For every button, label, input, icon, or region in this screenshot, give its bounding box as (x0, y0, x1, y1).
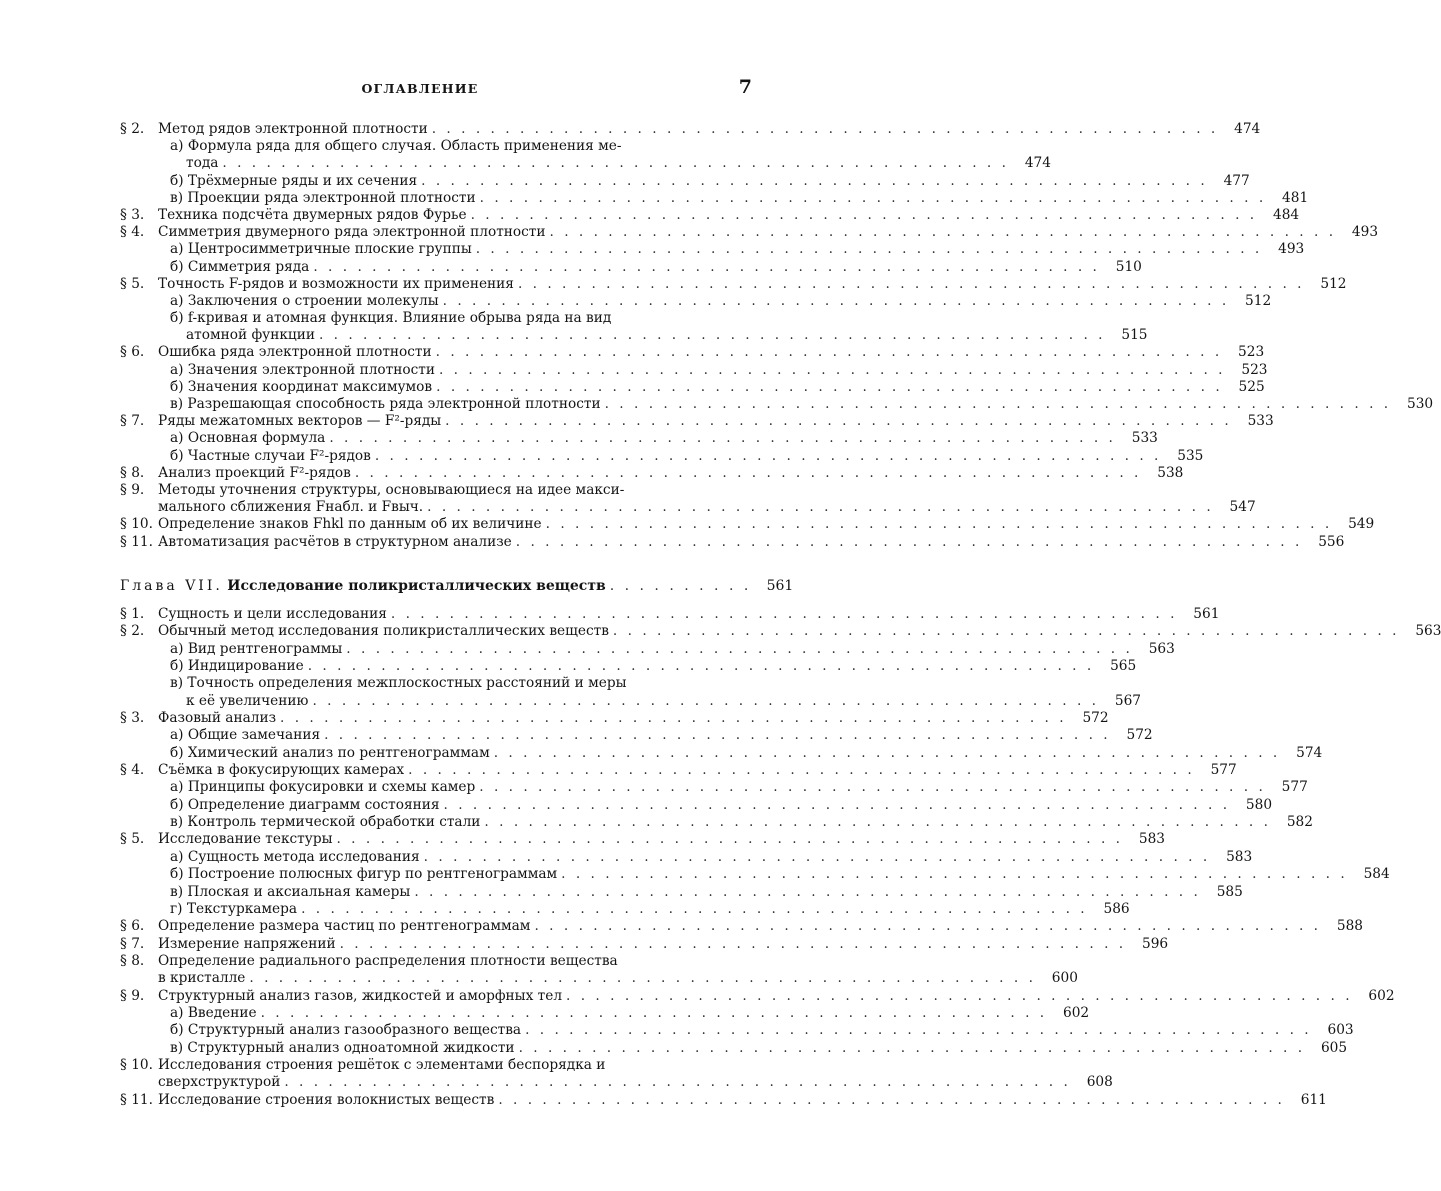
toc-entry (120, 121, 1261, 138)
section-number: § 10. (120, 516, 153, 533)
leader-dots: . . . . . . . . . . . . . . . . . . . . . . . . . . . . . . . . . . . . . . . . . . . . . . . . . . . . . . (549, 224, 1337, 241)
entry-page: 510 (1115, 258, 1142, 275)
entry-page: 533 (1247, 413, 1274, 430)
entry-page: 572 (1082, 710, 1109, 727)
toc-entry (120, 413, 1274, 430)
leader-dots: . . . . . . . . . . . . . . . . . . . . . . . . . . . . . . . . . . . . . . . . . . . . . . . . . . . . . . (445, 413, 1232, 430)
entry-title: а) Основная формула (170, 430, 326, 447)
toc-entry (120, 241, 1305, 258)
section-number: § 4. (120, 224, 145, 241)
entry-page (713, 675, 755, 692)
entry-title: Исследования строения решёток с элементами беспорядка и (158, 1056, 606, 1073)
entry-title: Обычный метод исследования поликристаллических веществ (158, 623, 609, 640)
section-number: § 7. (120, 413, 145, 430)
leader-dots: . . . . . . . . . . . . . . . . . . . . . . . . . . . . . . . . . . . . . . . . . . . . . . . . . . . . . . (515, 533, 1303, 550)
entry-title: Определение знаков Fhkl по данным об их величине (158, 516, 542, 533)
entry-title: б) Частные случаи F²-рядов (170, 447, 371, 464)
toc-entry (120, 1057, 755, 1074)
entry-page: 533 (1131, 430, 1158, 447)
entry-title: атомной функции (186, 327, 315, 344)
leader-dots: . . . . . . . . . . . . . . . . . . . . . . . . . . . . . . . . . . . . . . . . . . . . . . . . . . . . . . (318, 327, 1106, 344)
toc-entry (120, 310, 755, 327)
entry-title: а) Введение (170, 1004, 257, 1021)
entry-page: 563 (1415, 623, 1441, 640)
toc-entry (120, 224, 1379, 241)
entry-title: в) Проекции ряда электронной плотности (170, 189, 476, 206)
entry-page: 523 (1238, 344, 1265, 361)
entry-page: 603 (1327, 1022, 1354, 1039)
running-title: ОГЛАВЛЕНИЕ (361, 81, 479, 96)
toc-entry (120, 172, 1250, 190)
entry-title: а) Центросимметричные плоские группы (170, 241, 472, 258)
entry-title: Исследование текстуры (158, 831, 333, 848)
toc-entry (120, 516, 1375, 533)
entry-title: Определение размера частиц по рентгенограммам (158, 918, 531, 935)
entry-page: 574 (1296, 744, 1323, 761)
entry-title: Ошибка ряда электронной плотности (158, 344, 432, 361)
leader-dots: . . . . . . . . . . . . . . . . . . . . . . . . . . . . . . . . . . . . . . . . . . . . . . . . . . . . . . (566, 987, 1353, 1004)
entry-title: а) Принципы фокусировки и схемы камер (170, 779, 476, 796)
leader-dots: . . . . . . . . . . . . . . . . . . . . . . . . . . . . . . . . . . . . . . . . . . . . . . . . . . . . . . (431, 121, 1219, 137)
entry-title: в) Контроль термической обработки стали (170, 814, 481, 831)
entry-title: г) Текстуркамера (170, 900, 298, 917)
entry-page: 493 (1351, 224, 1379, 241)
entry-page: 611 (1300, 1091, 1327, 1108)
toc-entry (120, 796, 1273, 814)
leader-dots: . . . . . . . . . . . . . . . . . . . . . . . . . . . . . . . . . . . . . . . . . . . . . . . . . . . . . . (222, 155, 1009, 172)
toc-entry (120, 918, 1364, 935)
entry-page: 474 (1234, 121, 1261, 137)
entry-page: 561 (1193, 606, 1220, 622)
entry-page (713, 310, 755, 327)
leader-dots: . . . . . . . . . . . . . . . . . . . . . . . . . . . . . . . . . . . . . . . . . . . . . . . . . . . . . . (313, 258, 1100, 275)
entry-title: б) f-кривая и атомная функция. Влияние обрыва ряда на вид (170, 310, 612, 327)
entry-title: Симметрия двумерного ряда электронной плотности (158, 224, 546, 241)
entry-page: 565 (1110, 658, 1137, 675)
leader-dots: . . . . . . . . . . . . . . . . . . . . . . . . . . . . . . . . . . . . . . . . . . . . . . . . . . . . . . (436, 378, 1223, 395)
toc-entry (120, 189, 1309, 207)
leader-dots: . . . . . . . . . . . . . . . . . . . . . . . . . . . . . . . . . . . . . . . . . . . . . . . . . . . . . . (260, 1004, 1048, 1021)
entry-title: тода (186, 155, 219, 172)
entry-page: 547 (1229, 499, 1256, 516)
toc-entry (120, 900, 1130, 918)
chapter-label: Глава VII. (120, 578, 223, 594)
toc-entry (120, 206, 1300, 224)
toc-entry (120, 344, 1265, 361)
leader-dots: . . . . . . . . . . . . . . . . . . . . . . . . . . . . . . . . . . . . . . . . . . . . . . . . . . . . . . (545, 516, 1333, 533)
entry-title: Метод рядов электронной плотности (158, 121, 428, 137)
toc-entry (120, 138, 755, 155)
section-number: § 4. (120, 762, 145, 779)
entry-title: Исследование строения волокнистых веществ (158, 1091, 495, 1108)
toc-entry (120, 779, 1308, 796)
entry-title: а) Вид рентгенограммы (170, 640, 343, 657)
entry-title: Ряды межатомных векторов — F²-ряды (158, 413, 442, 430)
section-number: § 3. (120, 206, 145, 223)
leader-dots: . . . . . . . . . . . . . . . . . . . . . . . . . . . . . . . . . . . . . . . . . . . . . . . . . . . . . . (498, 1091, 1285, 1108)
entry-page: 583 (1138, 831, 1166, 848)
entry-title: Сущность и цели исследования (158, 606, 387, 622)
entry-page: 477 (1223, 172, 1250, 189)
entry-page: 585 (1216, 883, 1243, 900)
entry-title: сверхструктурой (158, 1074, 281, 1091)
entry-page: 572 (1126, 727, 1153, 744)
entry-title: б) Структурный анализ газообразного вещества (170, 1022, 522, 1039)
entry-title: б) Трёхмерные ряды и их сечения (170, 172, 418, 189)
entry-title: в) Структурный анализ одноатомной жидкости (170, 1039, 515, 1056)
leader-dots: . . . . . . . . . . . . . . . . . . . . . . . . . . . . . . . . . . . . . . . . . . . . . . . . . . . . . . (354, 464, 1142, 481)
section-number: § 6. (120, 918, 145, 935)
entry-page: 584 (1363, 866, 1390, 883)
toc-entry (120, 430, 1158, 447)
toc-entry (120, 361, 1268, 379)
section-number: § 5. (120, 831, 145, 848)
entry-title: Автоматизация расчётов в структурном анализе (158, 533, 512, 550)
toc-entry (120, 482, 755, 499)
section-number: § 3. (120, 710, 145, 727)
entry-page: 582 (1286, 814, 1313, 831)
toc-entry (120, 292, 1272, 310)
toc-entry (120, 1074, 1113, 1091)
toc-entry (120, 935, 1169, 953)
chapter-page: 561 (766, 578, 794, 594)
leader-dots: . . . . . . . . . . . . . . . . . . . . . . . . . . . . . . . . . . . . . . . . . . . . . . . . . . . . . . (470, 206, 1258, 223)
leader-dots: . . . . . . . . . . . . . . . . . . . . . . . . . . . . . . . . . . . . . . . . . . . . . . . . . . . . . . (475, 241, 1263, 258)
entry-page: 493 (1278, 241, 1305, 258)
entry-page: 512 (1245, 292, 1272, 309)
leader-dots: . . . . . . . . . . . . . . . . . . . . . . . . . . . . . . . . . . . . . . . . . . . . . . . . . . . . . . (612, 623, 1400, 640)
entry-title: а) Формула ряда для общего случая. Область применения ме- (170, 138, 622, 155)
section-number: § 9. (120, 987, 145, 1004)
entry-page: 577 (1210, 762, 1237, 779)
toc-entry (120, 1004, 1090, 1022)
entry-page (713, 1057, 755, 1074)
entry-page: 602 (1063, 1004, 1090, 1021)
entry-page: 588 (1336, 918, 1364, 935)
entry-title: Точность F-рядов и возможности их применения (158, 275, 514, 292)
leader-dots: . . . . . . . . . . . . . . . . . . . . . . . . . . . . . . . . . . . . . . . . . . . . . . . . . . . . . . (408, 762, 1195, 779)
entry-title: Съёмка в фокусирующих камерах (158, 762, 405, 779)
entry-page: 596 (1141, 935, 1169, 952)
entry-title: а) Заключения о строении молекулы (170, 292, 439, 309)
entry-title: мального сближения Fнабл. и Fвыч. (158, 499, 424, 516)
entry-title: Техника подсчёта двумерных рядов Фурье (158, 206, 467, 223)
leader-dots: . . . . . . . . . . . . . . . . . . . . . . . . . . . . . . . . . . . . . . . . . . . . . . . . . . . . . . (604, 396, 1392, 412)
toc-entry (120, 396, 1434, 413)
chapter-heading (120, 578, 794, 596)
entry-page: 523 (1241, 361, 1268, 378)
toc-entry (120, 155, 1051, 172)
toc-entry (120, 831, 1166, 848)
toc-entry (120, 814, 1313, 831)
entry-page: 583 (1226, 848, 1253, 865)
entry-title: Измерение напряжений (158, 935, 336, 952)
toc-entry (120, 1039, 1348, 1057)
leader-dots: . . . . . . . . . . . . . . . . . . . . . . . . . . . . . . . . . . . . . . . . . . . . . . . . . . . . . . (493, 744, 1281, 761)
entry-page: 567 (1114, 692, 1141, 709)
toc-entry (120, 762, 1237, 779)
leader-dots: . . . . . . . . . . . . . . . . . . . . . . . . . . . . . . . . . . . . . . . . . . . . . . . . . . . . . . (435, 344, 1223, 361)
entry-page: 563 (1148, 640, 1175, 657)
leader-dots: . . . . . . . . . . . . . . . . . . . . . . . . . . . . . . . . . . . . . . . . . . . . . . . . . . . . . . (517, 275, 1305, 292)
entry-page: 605 (1320, 1039, 1348, 1056)
entry-title: Фазовый анализ (158, 710, 277, 727)
entry-page: 602 (1368, 987, 1395, 1004)
entry-page (713, 482, 755, 499)
leader-dots: . . . . . . . . . . . . . . . . . . . . . . . . . . . . . . . . . . . . . . . . . . . . . . . . . . . . . . (427, 499, 1214, 516)
toc-entry (120, 692, 1141, 710)
entry-page: 556 (1318, 533, 1345, 550)
toc-entry (120, 987, 1395, 1005)
leader-dots: . . . . . . . . . . . . . . . . . . . . . . . . . . . . . . . . . . . . . . . . . . . . . . . . . . . . . . (438, 361, 1226, 378)
leader-dots: . . . . . . . . . . . . . . . . . . . . . . . . . . . . . . . . . . . . . . . . . . . . . . . . . . . . . . (339, 935, 1127, 952)
section-number: § 8. (120, 464, 145, 481)
leader-dots: . . . . . . . . . . . . . . . . . . . . . . . . . . . . . . . . . . . . . . . . . . . . . . . . . . . . . . (374, 447, 1162, 464)
entry-page: 481 (1282, 189, 1309, 206)
entry-page: 474 (1024, 155, 1051, 172)
leader-dots: . . . . . . . . . . . . . . . . . . . . . . . . . . . . . . . . . . . . . . . . . . . . . . . . . . . . . . (442, 292, 1230, 309)
entry-title: б) Значения координат максимумов (170, 378, 433, 395)
section-number: § 11. (120, 533, 153, 550)
leader-dots: . . . . . . . . . . . . . . . . . . . . . . . . . . . . . . . . . . . . . . . . . . . . . . . . . . . . . . (534, 918, 1322, 935)
entry-page: 530 (1407, 396, 1434, 412)
leader-dots: . . . . . . . . . . . . . . . . . . . . . . . . . . . . . . . . . . . . . . . . . . . . . . . . . . . . . . (525, 1022, 1312, 1039)
toc-entry (120, 866, 1390, 883)
entry-title: а) Общие замечания (170, 727, 321, 744)
leader-dots: . . . . . . . . . . . . . . . . . . . . . . . . . . . . . . . . . . . . . . . . . . . . . . . . . . . . . . (249, 970, 1036, 987)
entry-title: Определение радиального распределения плотности вещества (158, 952, 618, 969)
entry-page: 515 (1121, 327, 1148, 344)
toc-entry (120, 327, 1148, 344)
toc-entry (120, 710, 1109, 727)
entry-title: в) Разрешающая способность ряда электронной плотности (170, 396, 601, 412)
toc-entry (120, 658, 1137, 675)
leader-dots: . . . . . . . . . . . . . . . . . . . . . . . . . . . . . . . . . . . . . . . . . . . . . . . . . . . . . . (324, 727, 1111, 744)
entry-title: б) Индицирование (170, 658, 304, 675)
leader-dots: . . . . . . . . . . . . . . . . . . . . . . . . . . . . . . . . . . . . . . . . . . . . . . . . . . . . . . (414, 883, 1201, 900)
toc-entry (120, 499, 1256, 516)
toc-entry (120, 675, 755, 692)
leader-dots: . . . . . . . . . . . . . . . . . . . . . . . . . . . . . . . . . . . . . . . . . . . . . . . . . . . . . . (423, 848, 1211, 865)
entry-title: б) Симметрия ряда (170, 258, 310, 275)
leader-dots: . . . . . . . . . . . . . . . . . . . . . . . . . . . . . . . . . . . . . . . . . . . . . . . . . . . . . . (479, 189, 1267, 206)
section-number: § 5. (120, 275, 145, 292)
toc-section-b (120, 606, 1441, 1109)
toc-entry (120, 378, 1265, 396)
leader-dots: . . . . . . . . . . . . . . . . . . . . . . . . . . . . . . . . . . . . . . . . . . . . . . . . . . . . . . (421, 172, 1208, 189)
entry-title: в кристалле (158, 970, 246, 987)
leader-dots: . . . . . . . . . . . . . . . . . . . . . . . . . . . . . . . . . . . . . . . . . . . . . . . . . . . . . . (329, 430, 1116, 447)
section-number: § 8. (120, 952, 145, 969)
entry-page: 549 (1348, 516, 1375, 533)
section-number: § 11. (120, 1091, 153, 1108)
leader-dots: . . . . . . . . . . . . . . . . . . . . . . . . . . . . . . . . . . . . . . . . . . . . . . . . . . . . . . (280, 710, 1067, 727)
section-number: § 7. (120, 935, 145, 952)
entry-page (713, 953, 755, 970)
toc-section-a (120, 121, 1434, 551)
toc-entry (120, 970, 1078, 987)
leader-dots: . . . . . . . . . . . . . . . . . . . . . . . . . . . . . . . . . . . . . . . . . . . . . . . . . . . . . . (346, 640, 1133, 657)
entry-page: 538 (1157, 464, 1184, 481)
entry-title: б) Химический анализ по рентгенограммам (170, 744, 490, 761)
entry-title: к её увеличению (186, 692, 309, 709)
leader-dots: . . . . . . . . . . (609, 578, 752, 594)
entry-title: а) Значения электронной плотности (170, 361, 435, 378)
section-number: § 9. (120, 481, 145, 498)
entry-page: 484 (1273, 206, 1300, 223)
toc-entry (120, 1091, 1327, 1109)
leader-dots: . . . . . . . . . . . . . . . . . . . . . . . . . . . . . . . . . . . . . . . . . . . . . . . . . . . . . . (518, 1039, 1306, 1056)
leader-dots: . . . . . . . . . . . . . . . . . . . . . . . . . . . . . . . . . . . . . . . . . . . . . . . . . . . . . . (479, 779, 1266, 796)
toc-entry (120, 606, 1220, 623)
entry-title: а) Сущность метода исследования (170, 848, 420, 865)
entry-page: 512 (1320, 275, 1347, 292)
entry-page (713, 138, 755, 155)
leader-dots: . . . . . . . . . . . . . . . . . . . . . . . . . . . . . . . . . . . . . . . . . . . . . . . . . . . . . . (312, 692, 1099, 709)
entry-page: 525 (1238, 378, 1265, 395)
toc-entry (120, 848, 1253, 866)
entry-page: 586 (1103, 900, 1130, 917)
toc-entry (120, 275, 1347, 293)
leader-dots: . . . . . . . . . . . . . . . . . . . . . . . . . . . . . . . . . . . . . . . . . . . . . . . . . . . . . . (307, 658, 1095, 675)
section-number: § 2. (120, 121, 145, 137)
section-number: § 1. (120, 606, 145, 622)
leader-dots: . . . . . . . . . . . . . . . . . . . . . . . . . . . . . . . . . . . . . . . . . . . . . . . . . . . . . . (561, 866, 1348, 883)
leader-dots: . . . . . . . . . . . . . . . . . . . . . . . . . . . . . . . . . . . . . . . . . . . . . . . . . . . . . . (284, 1074, 1071, 1091)
section-number: § 6. (120, 344, 145, 361)
toc-entry (120, 533, 1345, 551)
leader-dots: . . . . . . . . . . . . . . . . . . . . . . . . . . . . . . . . . . . . . . . . . . . . . . . . . . . . . . (443, 796, 1231, 813)
toc-entry (120, 464, 1184, 482)
leader-dots: . . . . . . . . . . . . . . . . . . . . . . . . . . . . . . . . . . . . . . . . . . . . . . . . . . . . . . (301, 900, 1088, 917)
leader-dots: . . . . . . . . . . . . . . . . . . . . . . . . . . . . . . . . . . . . . . . . . . . . . . . . . . . . . . (390, 606, 1178, 622)
entry-page: 608 (1086, 1074, 1113, 1091)
entry-page: 577 (1281, 779, 1308, 796)
entry-title: б) Определение диаграмм состояния (170, 796, 440, 813)
toc-entry (120, 258, 1142, 276)
toc-entry (120, 640, 1175, 658)
entry-title: в) Плоская и аксиальная камеры (170, 883, 411, 900)
entry-page: 535 (1177, 447, 1204, 464)
section-number: § 2. (120, 623, 145, 640)
toc-entry (120, 447, 1204, 465)
entry-title: в) Точность определения межплоскостных расстояний и меры (170, 675, 627, 692)
entry-title: Анализ проекций F²-рядов (158, 464, 351, 481)
page-number: 7 (738, 76, 752, 98)
entry-page: 580 (1245, 796, 1273, 813)
entry-page: 600 (1051, 970, 1078, 987)
toc-entry (120, 1022, 1354, 1039)
toc-entry (120, 744, 1323, 762)
entry-title: Структурный анализ газов, жидкостей и аморфных тел (158, 987, 563, 1004)
toc-entry (120, 623, 1441, 640)
toc-entry (120, 727, 1153, 744)
chapter-title: Исследование поликристаллических веществ (227, 578, 606, 594)
section-number: § 10. (120, 1056, 153, 1073)
toc-entry (120, 953, 755, 970)
entry-title: Методы уточнения структуры, основывающиеся на идее макси- (158, 481, 625, 498)
toc-entry (120, 883, 1243, 901)
page-header (0, 78, 840, 102)
leader-dots: . . . . . . . . . . . . . . . . . . . . . . . . . . . . . . . . . . . . . . . . . . . . . . . . . . . . . . (336, 831, 1124, 848)
entry-title: б) Построение полюсных фигур по рентгенограммам (170, 866, 558, 883)
leader-dots: . . . . . . . . . . . . . . . . . . . . . . . . . . . . . . . . . . . . . . . . . . . . . . . . . . . . . . (484, 814, 1271, 831)
